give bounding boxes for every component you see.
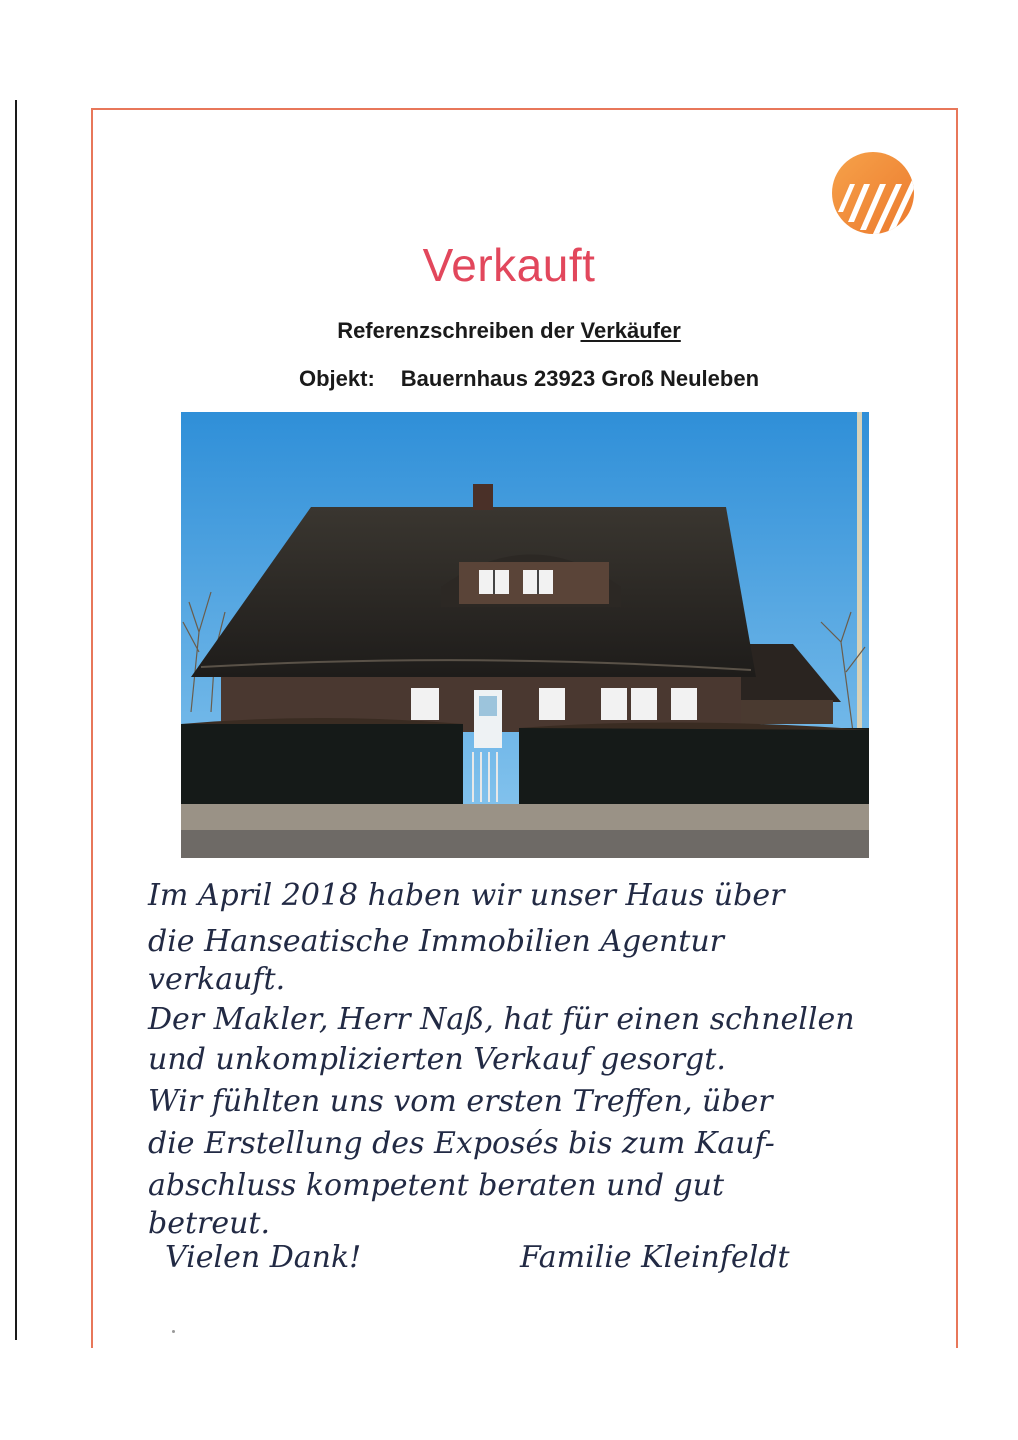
objekt-line [0,366,1018,392]
letter-line: die Erstellung des Exposés bis zum Kauf- [148,1126,775,1161]
letter-line: und unkomplizierten Verkauf gesorgt. [148,1042,726,1077]
subtitle [0,318,1018,344]
subtitle-prefix: Referenzschreiben der [337,318,581,343]
letter-line: Wir fühlten uns vom ersten Treffen, über [148,1084,773,1119]
letter-line: Im April 2018 haben wir unser Haus über [148,878,785,913]
letter-line: abschluss kompetent beraten und gut [148,1168,725,1203]
company-logo-icon [830,150,916,236]
letter-line: die Hanseatische Immobilien Agentur [148,924,725,959]
letter-line: Der Makler, Herr Naß, hat für einen schnellen [148,1002,855,1037]
letter-line: verkauft. [148,962,286,997]
farmhouse-photo [181,412,869,858]
page-title: Verkauft [422,239,596,291]
letter-line: betreut. [148,1206,271,1241]
closing: Vielen Dank! [165,1240,362,1275]
scan-speck [172,1330,175,1333]
objekt-label: Objekt: [298,366,375,391]
signature: Familie Kleinfeldt [520,1240,790,1275]
objekt-value: Bauernhaus 23923 Groß Neuleben [400,366,760,391]
subtitle-underlined: Verkäufer [580,318,681,343]
